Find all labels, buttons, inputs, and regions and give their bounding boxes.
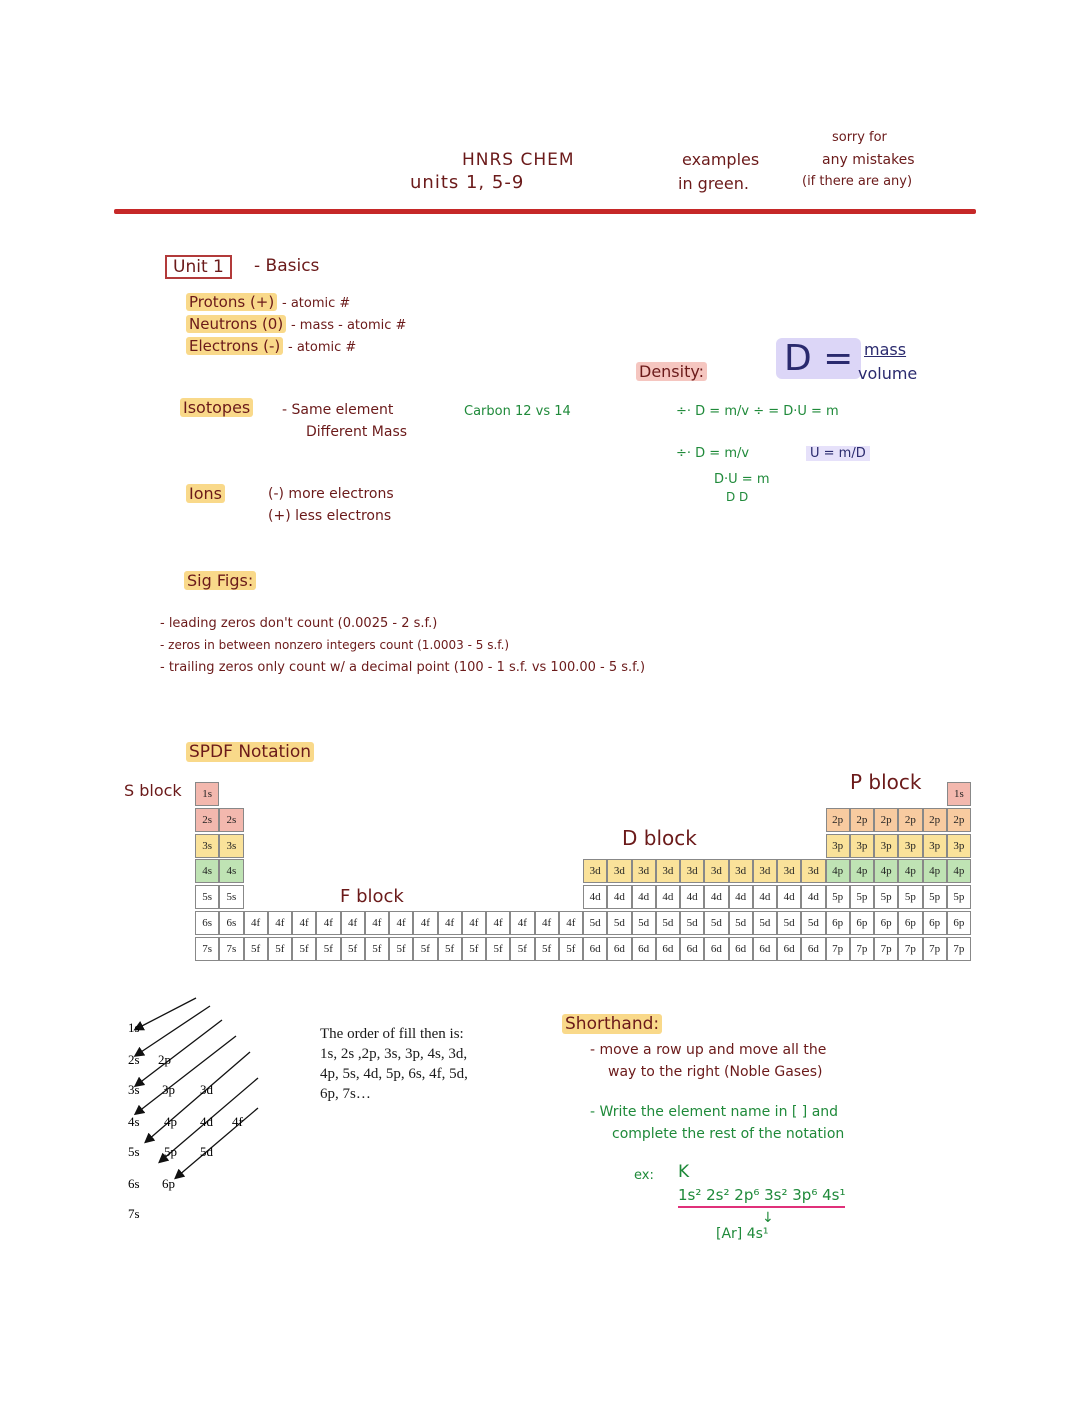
orbital-cell: 7s [195, 937, 219, 961]
orbital-cell: 4p [923, 859, 947, 883]
orbital-cell: 6d [777, 937, 801, 961]
orbital-cell: 4f [559, 911, 583, 935]
orbital-cell: 5s [219, 885, 243, 909]
orbital-cell: 4d [607, 885, 631, 909]
particle-name: Protons (+) [186, 293, 277, 311]
orbital-cell: 3d [777, 859, 801, 883]
sorry-note-1: sorry for [832, 130, 887, 145]
unit-title: - Basics [254, 256, 320, 276]
orbital-cell: 6s [195, 911, 219, 935]
orbital-cell: 2s [219, 808, 243, 832]
density-step-1: ÷· D = m/v ÷ = D·U = m [676, 404, 839, 419]
f-block-label: F block [340, 886, 404, 907]
orbital-cell: 7s [219, 937, 243, 961]
particle-desc: - atomic # [282, 296, 351, 311]
orbital-cell: 2p [898, 808, 922, 832]
orbital-label: 2s [128, 1052, 140, 1067]
orbital-cell: 5p [947, 885, 971, 909]
orbital-cell: 4d [632, 885, 656, 909]
orbital-label: 5s [128, 1144, 140, 1159]
orbital-cell: 3d [753, 859, 777, 883]
orbital-cell: 6s [219, 911, 243, 935]
orbital-label: 3d [200, 1082, 213, 1097]
orbital-cell: 5f [341, 937, 365, 961]
orbital-cell: 7p [850, 937, 874, 961]
example-arrow: ↓ [762, 1210, 774, 1226]
orbital-cell: 5p [826, 885, 850, 909]
orbital-cell: 7p [898, 937, 922, 961]
particle-name: Electrons (-) [186, 337, 283, 355]
orbital-cell: 4p [898, 859, 922, 883]
particle-list [186, 293, 406, 359]
periodic-table [195, 782, 971, 968]
orbital-cell: 6d [607, 937, 631, 961]
isotopes-label: Isotopes [180, 398, 253, 417]
orbital-cell: 4f [486, 911, 510, 935]
orbital-cell: 4p [826, 859, 850, 883]
orbital-cell: 4d [801, 885, 825, 909]
orbital-cell: 5d [583, 911, 607, 935]
orbital-label: 7s [128, 1206, 140, 1221]
orbital-cell: 4f [341, 911, 365, 935]
orbital-cell: 6p [850, 911, 874, 935]
course-title: HNRS CHEM [462, 150, 575, 170]
orbital-cell: 3p [850, 834, 874, 858]
orbital-cell: 5f [365, 937, 389, 961]
shorthand-rule-2a: - Write the element name in [ ] and [590, 1104, 839, 1120]
orbital-cell: 3p [874, 834, 898, 858]
orbital-cell: 3d [656, 859, 680, 883]
p-block-label: P block [850, 770, 922, 794]
orbital-cell: 5f [389, 937, 413, 961]
orbital-cell: 7p [923, 937, 947, 961]
orbital-cell: 4f [413, 911, 437, 935]
orbital-cell: 6p [947, 911, 971, 935]
orbital-cell: 6d [753, 937, 777, 961]
orbital-cell: 4s [195, 859, 219, 883]
orbital-cell: 1s [947, 782, 971, 806]
orbital-cell: 1s [195, 782, 219, 806]
orbital-cell: 4d [680, 885, 704, 909]
orbital-label: 4s [128, 1114, 140, 1129]
orbital-cell: 4f [389, 911, 413, 935]
orbital-cell: 5d [607, 911, 631, 935]
orbital-cell: 5d [656, 911, 680, 935]
orbital-cell: 5d [680, 911, 704, 935]
orbital-cell: 7p [826, 937, 850, 961]
density-result: U = m/D [806, 446, 870, 461]
orbital-cell: 4d [583, 885, 607, 909]
orbital-cell: 4p [850, 859, 874, 883]
orbital-cell: 5f [268, 937, 292, 961]
orbital-cell: 2p [826, 808, 850, 832]
particle-desc: - mass - atomic # [290, 318, 407, 333]
fill-order-line: 4p, 5s, 4d, 5p, 6s, 4f, 5d, [320, 1066, 468, 1082]
orbital-cell: 5s [195, 885, 219, 909]
orbital-cell: 6d [801, 937, 825, 961]
isotopes-example: Carbon 12 vs 14 [464, 404, 571, 419]
orbital-cell: 4p [947, 859, 971, 883]
sigfigs-rule-1: - leading zeros don't count (0.0025 - 2 s.f.) [160, 616, 438, 631]
orbital-cell: 4f [244, 911, 268, 935]
orbital-cell: 6p [898, 911, 922, 935]
density-step-3b: D D [726, 490, 749, 504]
orbital-cell: 4f [292, 911, 316, 935]
orbital-label: 6p [162, 1176, 175, 1191]
orbital-cell: 6d [680, 937, 704, 961]
density-label: Density: [636, 362, 707, 381]
orbital-cell: 5f [510, 937, 534, 961]
spdf-label: SPDF Notation [186, 742, 314, 762]
orbital-label: 6s [128, 1176, 140, 1191]
sigfigs-label: Sig Figs: [184, 571, 256, 590]
orbital-cell: 6d [704, 937, 728, 961]
orbital-cell: 3p [947, 834, 971, 858]
orbital-cell: 6d [729, 937, 753, 961]
shorthand-rule-1a: - move a row up and move all the [590, 1042, 827, 1058]
orbital-cell: 4f [316, 911, 340, 935]
orbital-cell: 4f [268, 911, 292, 935]
orbital-cell: 4f [462, 911, 486, 935]
orbital-cell: 3d [607, 859, 631, 883]
orbital-cell: 5f [535, 937, 559, 961]
examples-note-1: examples [682, 150, 760, 169]
orbital-cell: 4p [874, 859, 898, 883]
example-full-config: 1s² 2s² 2p⁶ 3s² 3p⁶ 4s¹ [678, 1186, 845, 1208]
density-step-3: D·U = m [714, 472, 770, 487]
orbital-cell: 4d [777, 885, 801, 909]
orbital-cell: 6p [923, 911, 947, 935]
orbital-cell: 4f [438, 911, 462, 935]
density-step-2: ÷· D = m/v [676, 446, 750, 461]
examples-note-2: in green. [678, 174, 749, 193]
orbital-cell: 5p [874, 885, 898, 909]
orbital-cell: 3s [195, 834, 219, 858]
orbital-cell: 5f [244, 937, 268, 961]
isotopes-line-2: Different Mass [306, 424, 408, 440]
orbital-cell: 6d [632, 937, 656, 961]
isotopes-line-1-text: Same element [291, 402, 394, 418]
orbital-cell: 6d [583, 937, 607, 961]
example-short-config: [Ar] 4s¹ [716, 1226, 769, 1242]
orbital-cell: 4d [656, 885, 680, 909]
orbital-cell: 5f [559, 937, 583, 961]
orbital-cell: 5d [632, 911, 656, 935]
orbital-cell: 3p [898, 834, 922, 858]
orbital-cell: 3d [801, 859, 825, 883]
units-title: units 1, 5-9 [410, 172, 525, 193]
orbital-cell: 5f [438, 937, 462, 961]
orbital-label: 2p [158, 1052, 171, 1067]
s-block-label: S block [124, 781, 182, 800]
density-formula-den: volume [858, 364, 918, 383]
orbital-cell: 5f [462, 937, 486, 961]
sorry-note-2: any mistakes [822, 152, 915, 168]
orbital-cell: 6p [826, 911, 850, 935]
ions-label: Ions [186, 484, 225, 503]
orbital-cell: 6p [874, 911, 898, 935]
header-divider [114, 209, 976, 214]
fill-order-line: The order of fill then is: [320, 1026, 464, 1042]
orbital-cell: 4d [729, 885, 753, 909]
particle-name: Neutrons (0) [186, 315, 286, 333]
orbital-cell: 4d [753, 885, 777, 909]
orbital-cell: 5f [316, 937, 340, 961]
orbital-cell: 2p [850, 808, 874, 832]
fill-order-text [320, 1024, 468, 1104]
orbital-label: 1s [128, 1020, 140, 1035]
orbital-cell: 3d [704, 859, 728, 883]
orbital-cell: 4f [535, 911, 559, 935]
orbital-cell: 4d [704, 885, 728, 909]
sigfigs-rule-3: - trailing zeros only count w/ a decimal point (100 - 1 s.f. vs 100.00 - 5 s.f.) [160, 660, 646, 675]
density-formula-num: mass [864, 340, 907, 359]
orbital-cell: 3d [632, 859, 656, 883]
orbital-cell: 4f [365, 911, 389, 935]
orbital-label: 3p [162, 1082, 175, 1097]
fill-order-line: 6p, 7s… [320, 1086, 371, 1102]
density-formula-big: D = [776, 338, 861, 379]
orbital-cell: 5f [292, 937, 316, 961]
orbital-cell: 5p [923, 885, 947, 909]
orbital-cell: 4s [219, 859, 243, 883]
orbital-cell: 2p [874, 808, 898, 832]
orbital-label: 3s [128, 1082, 140, 1097]
ions-line-1: (-) more electrons [268, 486, 394, 502]
ions-line-2: (+) less electrons [268, 508, 392, 524]
aufbau-diagram [118, 990, 298, 1230]
orbital-cell: 5d [753, 911, 777, 935]
orbital-cell: 2p [947, 808, 971, 832]
orbital-label: 5p [164, 1144, 177, 1159]
shorthand-rule-1b: way to the right (Noble Gases) [608, 1064, 823, 1080]
particle-desc: - atomic # [288, 340, 357, 355]
orbital-cell: 5p [898, 885, 922, 909]
example-label: ex: [634, 1168, 654, 1183]
shorthand-label: Shorthand: [562, 1014, 662, 1034]
orbital-label: 4d [200, 1114, 213, 1129]
d-block-label: D block [622, 826, 697, 850]
fill-order-line: 1s, 2s ,2p, 3s, 3p, 4s, 3d, [320, 1046, 468, 1062]
orbital-cell: 7p [947, 937, 971, 961]
orbital-label: 4p [164, 1114, 177, 1129]
sigfigs-rule-2: - zeros in between nonzero integers count (1.0003 - 5 s.f.) [160, 638, 510, 652]
orbital-cell: 2p [923, 808, 947, 832]
orbital-cell: 5d [801, 911, 825, 935]
orbital-cell: 5f [413, 937, 437, 961]
orbital-label: 4f [232, 1114, 243, 1129]
orbital-cell: 5p [850, 885, 874, 909]
orbital-cell: 5d [777, 911, 801, 935]
sorry-note-3: (if there are any) [802, 174, 913, 189]
orbital-cell: 4f [510, 911, 534, 935]
orbital-cell: 3d [680, 859, 704, 883]
orbital-label: 5d [200, 1144, 213, 1159]
shorthand-rule-2b: complete the rest of the notation [612, 1126, 845, 1142]
isotopes-line-1: - Same element [282, 402, 394, 418]
orbital-cell: 2s [195, 808, 219, 832]
orbital-cell: 6d [656, 937, 680, 961]
orbital-cell: 3p [826, 834, 850, 858]
example-element: K [678, 1162, 690, 1182]
orbital-cell: 7p [874, 937, 898, 961]
orbital-cell: 5f [486, 937, 510, 961]
unit-label: Unit 1 [165, 255, 232, 279]
orbital-cell: 5d [704, 911, 728, 935]
orbital-cell: 3d [583, 859, 607, 883]
orbital-cell: 5d [729, 911, 753, 935]
orbital-cell: 3s [219, 834, 243, 858]
orbital-cell: 3p [923, 834, 947, 858]
orbital-cell: 3d [729, 859, 753, 883]
